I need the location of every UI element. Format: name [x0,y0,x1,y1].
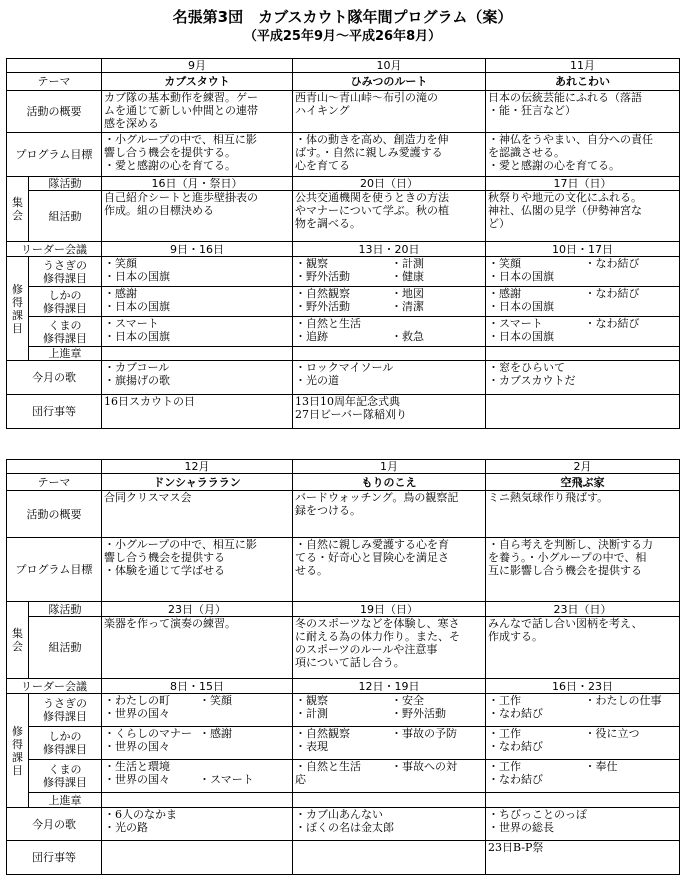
group-line: 公共交通機関を使うときの方法 [295,191,449,204]
group-cell-1 [102,191,293,242]
shika-item [195,740,290,753]
corner-cell [7,460,102,474]
shika-item: ・日本の国旗 [488,300,554,313]
row-label-kuma: くまの 修得課目 [29,317,102,347]
group-line: やマナーについて学ぶ。秋の植 [295,204,449,217]
usagi-item: ・観察 [295,257,328,270]
row-label-training: 修 得 課 目 [7,257,29,361]
program-table-dec-feb [6,459,680,875]
kuma-item: ・自然と生活 [295,760,361,773]
shika-item [581,300,678,313]
group-cell-2 [293,617,486,679]
goal-line: てる・好奇心と冒険心を満足さ [295,551,449,564]
advance-cell [293,347,486,361]
goal-line: を認識させる。 [488,146,565,159]
troop-date: 23日（日） [486,602,680,617]
row-label-shika: しかの 修得課目 [29,287,102,317]
goal-cell-3 [486,538,680,602]
goal-line: ・体の動きを高め、創造力を伸 [295,133,449,146]
events-cell-3 [486,841,680,875]
overview-line: 日本の伝統芸能にふれる（落語 [488,91,642,104]
events-line: 13日10周年記念式典 [295,395,400,408]
usagi-item [195,270,290,283]
kuma-cell-1 [102,317,293,347]
group-line: 項について話し合う。 [295,656,405,669]
kuma-item: ・自然と生活 [295,317,361,330]
corner-cell [7,59,102,73]
usagi-item [581,707,678,720]
leaders-date: 8日・15日 [102,679,293,694]
kuma-item: ・スマート [104,317,159,330]
shika-item: ・なわ結び [584,287,640,300]
kuma-item [195,330,290,343]
usagi-item [581,270,678,283]
row-label-group: 組活動 [29,191,102,242]
shika-item: ・感謝 [104,287,137,300]
kuma-cell-3 [486,317,680,347]
overview-cell-3 [486,491,680,538]
shika-item: ・自然観察 [295,727,350,740]
row-label-troop: 隊活動 [29,177,102,191]
group-line: 作成。組の目標決める [104,204,214,217]
kuma-item: ・なわ結び [584,317,640,330]
usagi-item: ・わたしの町 [104,694,170,707]
song-line: ・ちびっことのっぽ [488,808,587,821]
events-cell-1 [102,841,293,875]
shika-item: ・なわ結び [488,740,543,753]
row-label-advance: 上進章 [29,793,102,808]
program-table-sep-nov [6,58,680,429]
usagi-item: ・なわ結び [488,707,543,720]
kuma-item: ・追跡 [295,330,328,343]
leaders-date: 10日・17日 [486,242,680,257]
theme-cell: もりのこえ [293,474,486,491]
shika-item: ・感謝 [199,727,232,740]
kuma-cell-2 [293,317,486,347]
usagi-item: ・計測 [295,707,328,720]
overview-cell-1 [102,91,293,133]
theme-cell: カブスタウト [102,73,293,91]
row-label-gathering: 集 会 [7,177,29,242]
theme-cell: あれこわい [486,73,680,91]
kuma-item [195,760,290,773]
shika-item: ・感謝 [488,287,521,300]
row-label-goal: プログラム目標 [7,538,102,602]
usagi-item: ・健康 [391,270,424,283]
goal-cell-3 [486,133,680,177]
group-line: 秋祭りや地元の文化にふれる。 [488,191,642,204]
goal-line: ・自然に親しみ愛護する心を育 [295,538,449,551]
usagi-cell-1 [102,257,293,287]
shika-item: ・世界の国々 [104,740,170,753]
row-label-gathering: 集 会 [7,602,29,679]
usagi-item: ・工作 [488,694,521,707]
usagi-item: ・計測 [391,257,424,270]
song-line: ・カブコール [104,361,170,374]
shika-item: ・くらしのマナー [104,727,192,740]
kuma-item [581,330,678,343]
shika-item [195,300,290,313]
song-cell-1 [102,361,293,395]
usagi-item: ・日本の国旗 [488,270,554,283]
usagi-item: ・安全 [391,694,424,707]
group-line: に耐える為の体力作り。また、そ [295,630,460,643]
goal-line: ・体験を通じて学ばせる [104,564,225,577]
goal-cell-1 [102,133,293,177]
goal-line: 心を育てる [295,159,350,172]
group-line: のスポーツのルールや注意事 [295,643,438,656]
overview-cell-2 [293,491,486,538]
shika-cell-3 [486,287,680,317]
goal-line: ・愛と感謝の心を育てる。 [488,159,620,172]
song-line: ・窓をひらいて [488,361,565,374]
overview-line: カブ隊の基本動作を練習。ゲー [104,91,258,104]
goal-line: 響し合う機会を提供する [104,551,225,564]
page-title: 名張第3団 カブスカウト隊年間プログラム（案） [172,8,513,26]
overview-line: 感を深める [104,117,159,130]
goal-line: を養う。・小グループの中で、相 [488,551,647,564]
song-line: ・カブ山あんない [295,808,383,821]
usagi-item [195,257,290,270]
row-label-shika: しかの 修得課目 [29,727,102,760]
group-cell-1 [102,617,293,679]
row-label-leaders: リーダー会議 [7,679,102,694]
song-cell-2 [293,361,486,395]
group-cell-3 [486,191,680,242]
group-line: 神社、仏閣の見学（伊勢神宮な [488,204,642,217]
song-cell-1 [102,808,293,841]
group-line: ど） [488,217,510,230]
kuma-item: ・事故への対 [391,760,457,773]
row-label-song: 今月の歌 [7,808,102,841]
advance-cell [102,347,293,361]
row-label-theme: テーマ [7,474,102,491]
kuma-item: 応 [295,773,306,786]
overview-line: 合同クリスマス会 [104,491,192,504]
goal-line: ・愛と感謝の心を育てる。 [104,159,236,172]
goal-line: ばす。・自然に親しみ愛護する [295,146,443,159]
theme-cell: 空飛ぶ家 [486,474,680,491]
shika-cell-3 [486,727,680,760]
song-line: ・ロックマイソール [295,361,394,374]
goal-cell-2 [293,538,486,602]
advance-cell [293,793,486,808]
overview-line: ムを通じて新しい仲間との連帯 [104,104,258,117]
kuma-item: ・日本の国旗 [104,330,170,343]
usagi-item: ・笑顔 [104,257,137,270]
row-label-usagi: うさぎの 修得課目 [29,694,102,727]
theme-cell: ひみつのルート [293,73,486,91]
shika-item: ・工作 [488,727,521,740]
usagi-item: ・笑顔 [488,257,521,270]
leaders-date: 9日・16日 [102,242,293,257]
shika-item: ・日本の国旗 [104,300,170,313]
kuma-cell-1 [102,760,293,793]
shika-item: ・地図 [391,287,424,300]
song-cell-3 [486,361,680,395]
kuma-item: ・スマート [199,773,254,786]
kuma-item [195,317,290,330]
troop-date: 23日（月） [102,602,293,617]
kuma-item: ・救急 [391,330,424,343]
row-label-kuma: くまの 修得課目 [29,760,102,793]
usagi-cell-2 [293,694,486,727]
overview-cell-3 [486,91,680,133]
song-line: ・ぼくの名は金太郎 [295,821,394,834]
shika-item [387,740,483,753]
goal-line: 互に影響し合う機会を提供する [488,564,642,577]
usagi-item: ・日本の国旗 [104,270,170,283]
kuma-item: ・スマート [488,317,543,330]
row-label-group: 組活動 [29,617,102,679]
song-line: ・6人のなかま [104,808,177,821]
kuma-item: ・世界の国々 [104,773,170,786]
song-line: ・旗揚げの歌 [104,374,170,387]
kuma-item: ・奉仕 [584,760,618,773]
advance-cell [102,793,293,808]
events-cell-2 [293,841,486,875]
shika-cell-1 [102,287,293,317]
overview-cell-2 [293,91,486,133]
leaders-date: 12日・19日 [293,679,486,694]
month-header: 9月 [102,59,293,73]
overview-cell-1 [102,491,293,538]
troop-date: 19日（日） [293,602,486,617]
row-label-leaders: リーダー会議 [7,242,102,257]
group-line: 作成する。 [488,630,543,643]
month-header: 10月 [293,59,486,73]
group-line: 楽器を作って演奏の練習。 [104,617,236,630]
overview-line: 西青山～青山峠～布引の滝の [295,91,438,104]
troop-date: 16日（月・祭日） [102,177,293,191]
overview-line: ミニ熱気球作り飛ばす。 [488,491,609,504]
usagi-cell-3 [486,257,680,287]
row-label-training: 修 得 課 目 [7,694,29,808]
song-line: ・世界の総長 [488,821,554,834]
usagi-item: ・観察 [295,694,328,707]
shika-item: ・表現 [295,740,328,753]
shika-item: ・自然観察 [295,287,350,300]
row-label-song: 今月の歌 [7,361,102,395]
usagi-cell-1 [102,694,293,727]
usagi-item: ・野外活動 [295,270,350,283]
page-subtitle: （平成25年9月～平成26年8月） [243,29,442,44]
usagi-cell-2 [293,257,486,287]
shika-cell-1 [102,727,293,760]
troop-date: 17日（日） [486,177,680,191]
shika-item: ・役に立つ [584,727,640,740]
group-cell-3 [486,617,680,679]
group-line: 物を調べる。 [295,217,361,230]
goal-line: ・神仏をうやまい、自分への責任 [488,133,653,146]
usagi-item: ・野外活動 [391,707,446,720]
usagi-item [195,707,290,720]
shika-item: ・野外活動 [295,300,350,313]
goal-line: ・小グループの中で、相互に影 [104,133,257,146]
kuma-cell-2 [293,760,486,793]
group-line: 自己紹介シートと進歩壁掛表の [104,191,258,204]
overview-line: 録をつける。 [295,504,361,517]
shika-cell-2 [293,727,486,760]
row-label-theme: テーマ [7,73,102,91]
row-label-events: 団行事等 [7,841,102,875]
song-line: ・光の路 [104,821,148,834]
song-cell-2 [293,808,486,841]
song-line: ・カブスカウトだ [488,374,576,387]
row-label-advance: 上進章 [29,347,102,361]
month-header: 11月 [486,59,680,73]
goal-line: ・小グループの中で、相互に影 [104,538,257,551]
kuma-item [581,773,678,786]
kuma-item: ・なわ結び [488,773,543,786]
song-cell-3 [486,808,680,841]
row-label-overview: 活動の概要 [7,491,102,538]
advance-cell [486,793,680,808]
usagi-cell-3 [486,694,680,727]
overview-line: ・能・狂言など） [488,104,576,117]
row-label-events: 団行事等 [7,395,102,429]
month-header: 12月 [102,460,293,474]
month-header: 1月 [293,460,486,474]
events-cell-1 [102,395,293,429]
shika-item [581,740,678,753]
row-label-goal: プログラム目標 [7,133,102,177]
usagi-item: ・笑顔 [199,694,232,707]
goal-line: せる。 [295,564,328,577]
leaders-date: 13日・20日 [293,242,486,257]
group-line: 冬のスポーツなどを体験し、寒さ [295,617,460,630]
events-line: 23日B-P祭 [488,841,544,854]
month-header: 2月 [486,460,680,474]
goal-line: ・自ら考えを判断し、決断する力 [488,538,653,551]
shika-item: ・清潔 [391,300,424,313]
kuma-cell-3 [486,760,680,793]
kuma-item: ・生活と環境 [104,760,170,773]
kuma-item [387,773,483,786]
events-cell-3 [486,395,680,429]
theme-cell: ドンシャラララン [102,474,293,491]
row-label-overview: 活動の概要 [7,91,102,133]
group-cell-2 [293,191,486,242]
goal-cell-2 [293,133,486,177]
overview-line: ハイキング [295,104,350,117]
usagi-item: ・なわ結び [584,257,640,270]
group-line: みんなで話し合い図柄を考え、 [488,617,643,630]
troop-date: 20日（日） [293,177,486,191]
row-label-usagi: うさぎの 修得課目 [29,257,102,287]
shika-item [195,287,290,300]
kuma-item: ・工作 [488,760,521,773]
goal-cell-1 [102,538,293,602]
leaders-date: 16日・23日 [486,679,680,694]
goal-line: 響し合う機会を提供する。 [104,146,236,159]
advance-cell [486,347,680,361]
usagi-item: ・世界の国々 [104,707,170,720]
events-cell-2 [293,395,486,429]
overview-line: バードウォッチング。鳥の観察記 [295,491,459,504]
shika-cell-2 [293,287,486,317]
row-label-troop: 隊活動 [29,602,102,617]
kuma-item: ・日本の国旗 [488,330,554,343]
events-line: 16日スカウトの日 [104,395,195,408]
shika-item: ・事故の予防 [391,727,457,740]
usagi-item: ・わたしの仕事 [584,694,662,707]
events-line: 27日ビーバー隊稲刈り [295,408,408,421]
song-line: ・光の道 [295,374,339,387]
kuma-item [387,317,483,330]
